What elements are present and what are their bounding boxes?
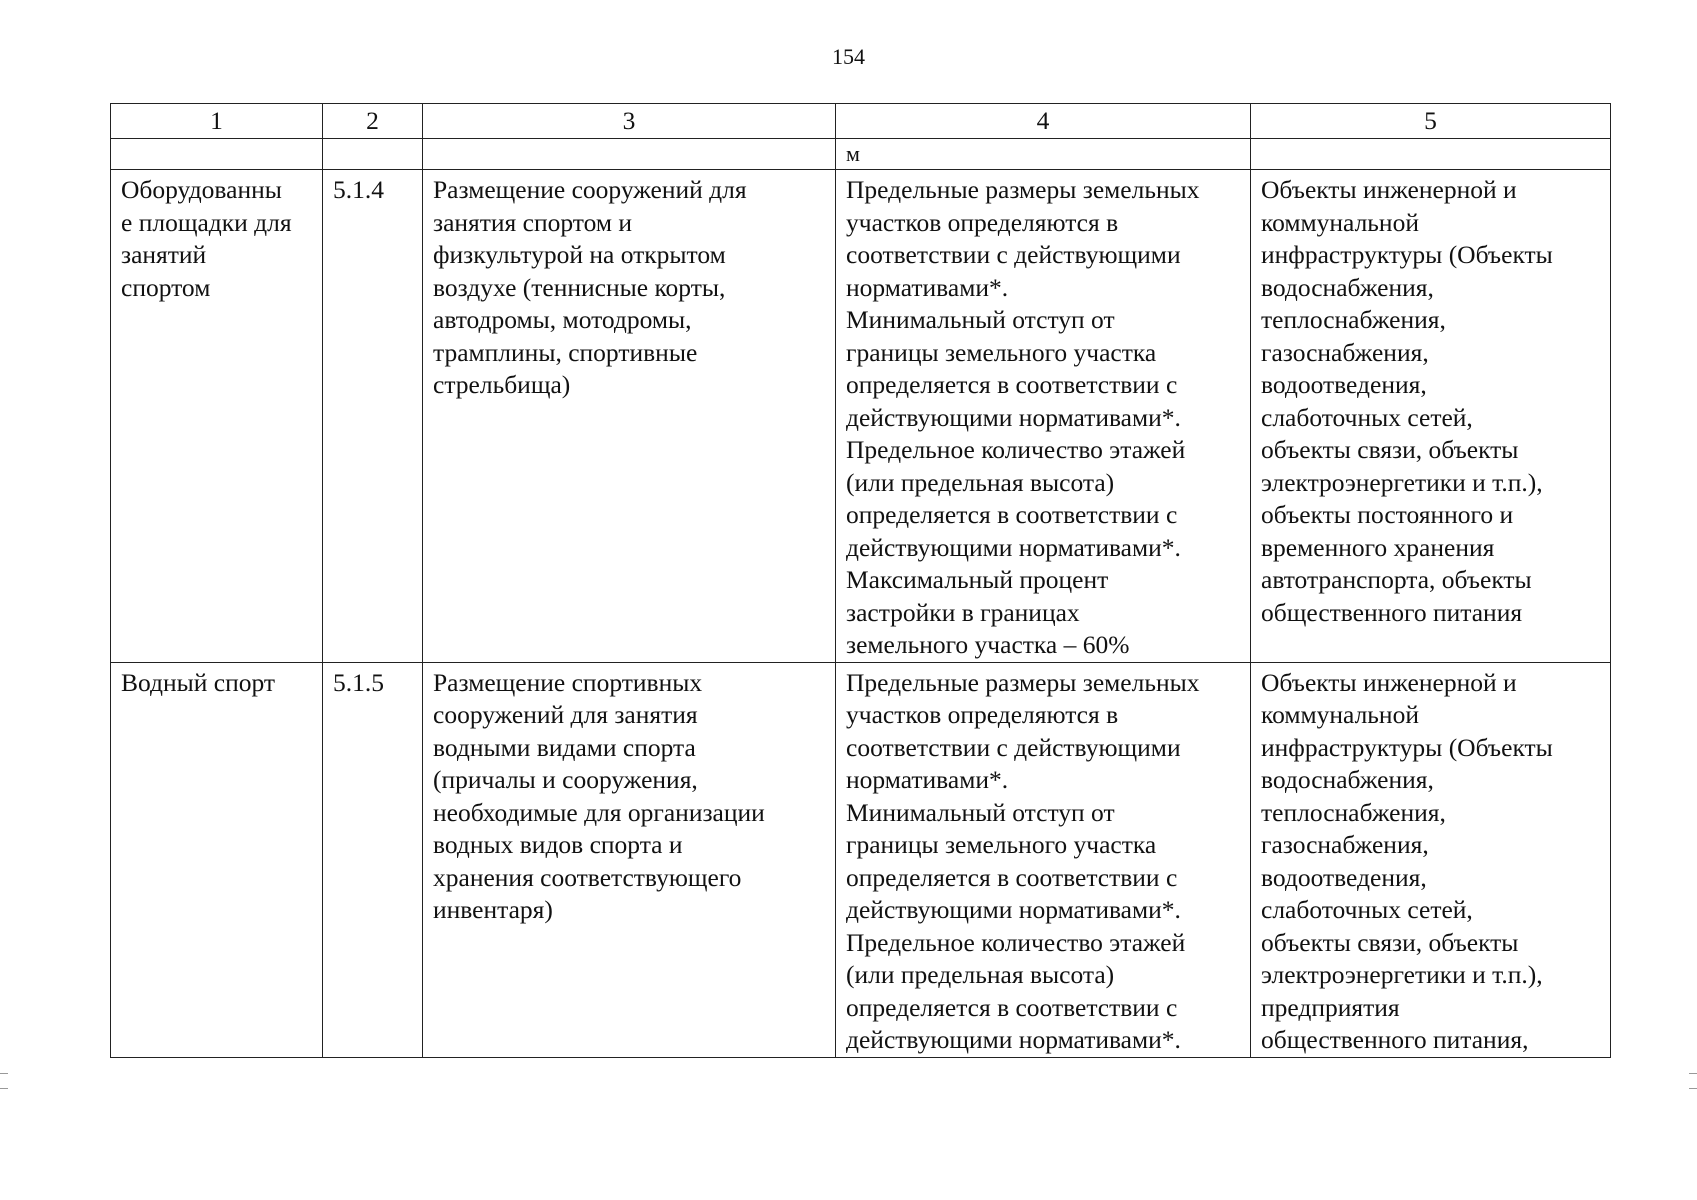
continuation-cell-3 bbox=[423, 139, 836, 170]
column-header-2: 2 bbox=[323, 104, 423, 139]
scan-edge-mark-right bbox=[1689, 1073, 1697, 1089]
column-header-4: 4 bbox=[836, 104, 1251, 139]
land-use-table bbox=[110, 103, 1611, 1058]
column-header-5: 5 bbox=[1251, 104, 1611, 139]
column-header-3: 3 bbox=[423, 104, 836, 139]
use-type-code: 5.1.4 bbox=[323, 170, 423, 663]
continuation-cell-2 bbox=[323, 139, 423, 170]
use-type-description: Размещение сооружений для занятия спортом и физкультурой на открытом воздухе (теннисные корты, автодромы, мотодромы, трамплины, спортивные стрельбища) bbox=[423, 170, 836, 663]
table-row bbox=[111, 662, 1611, 1057]
use-type-name: Оборудованны е площадки для занятий спортом bbox=[111, 170, 323, 663]
use-type-name: Водный спорт bbox=[111, 662, 323, 1057]
continuation-cell-1 bbox=[111, 139, 323, 170]
use-type-parameters: Предельные размеры земельных участков определяются в соответствии с действующими нормативами*. Минимальный отступ от границы земельного участка определяется в соответствии с действующими нормативами*. Предельное количество этажей (или предельная высота) определяется в соответствии с действующими нормативами*. bbox=[836, 662, 1251, 1057]
use-type-description: Размещение спортивных сооружений для занятия водными видами спорта (причалы и сооружения, необходимые для организации водных видов спорта и хранения соответствующего инвентаря) bbox=[423, 662, 836, 1057]
use-type-auxiliary: Объекты инженерной и коммунальной инфраструктуры (Объекты водоснабжения, теплоснабжения, газоснабжения, водоотведения, слаботочных сетей, объекты связи, объекты электроэнергетики и т.п.), предприятия общественного питания, bbox=[1251, 662, 1611, 1057]
page-number: 154 bbox=[832, 44, 865, 69]
continuation-cell-5 bbox=[1251, 139, 1611, 170]
use-type-auxiliary: Объекты инженерной и коммунальной инфраструктуры (Объекты водоснабжения, теплоснабжения, газоснабжения, водоотведения, слаботочных сетей, объекты связи, объекты электроэнергетики и т.п.), объекты постоянного и временного хранения автотранспорта, объекты общественного питания bbox=[1251, 170, 1611, 663]
continuation-cell-4: м bbox=[836, 139, 1251, 170]
use-type-code: 5.1.5 bbox=[323, 662, 423, 1057]
table-row bbox=[111, 170, 1611, 663]
continuation-row bbox=[111, 139, 1611, 170]
column-header-1: 1 bbox=[111, 104, 323, 139]
scan-edge-mark-left bbox=[0, 1073, 8, 1089]
use-type-parameters: Предельные размеры земельных участков определяются в соответствии с действующими нормативами*. Минимальный отступ от границы земельного участка определяется в соответствии с действующими нормативами*. Предельное количество этажей (или предельная высота) определяется в соответствии с действующими нормативами*. Максимальный процент застройки в границах земельного участка – 60% bbox=[836, 170, 1251, 663]
table-header-row bbox=[111, 104, 1611, 139]
